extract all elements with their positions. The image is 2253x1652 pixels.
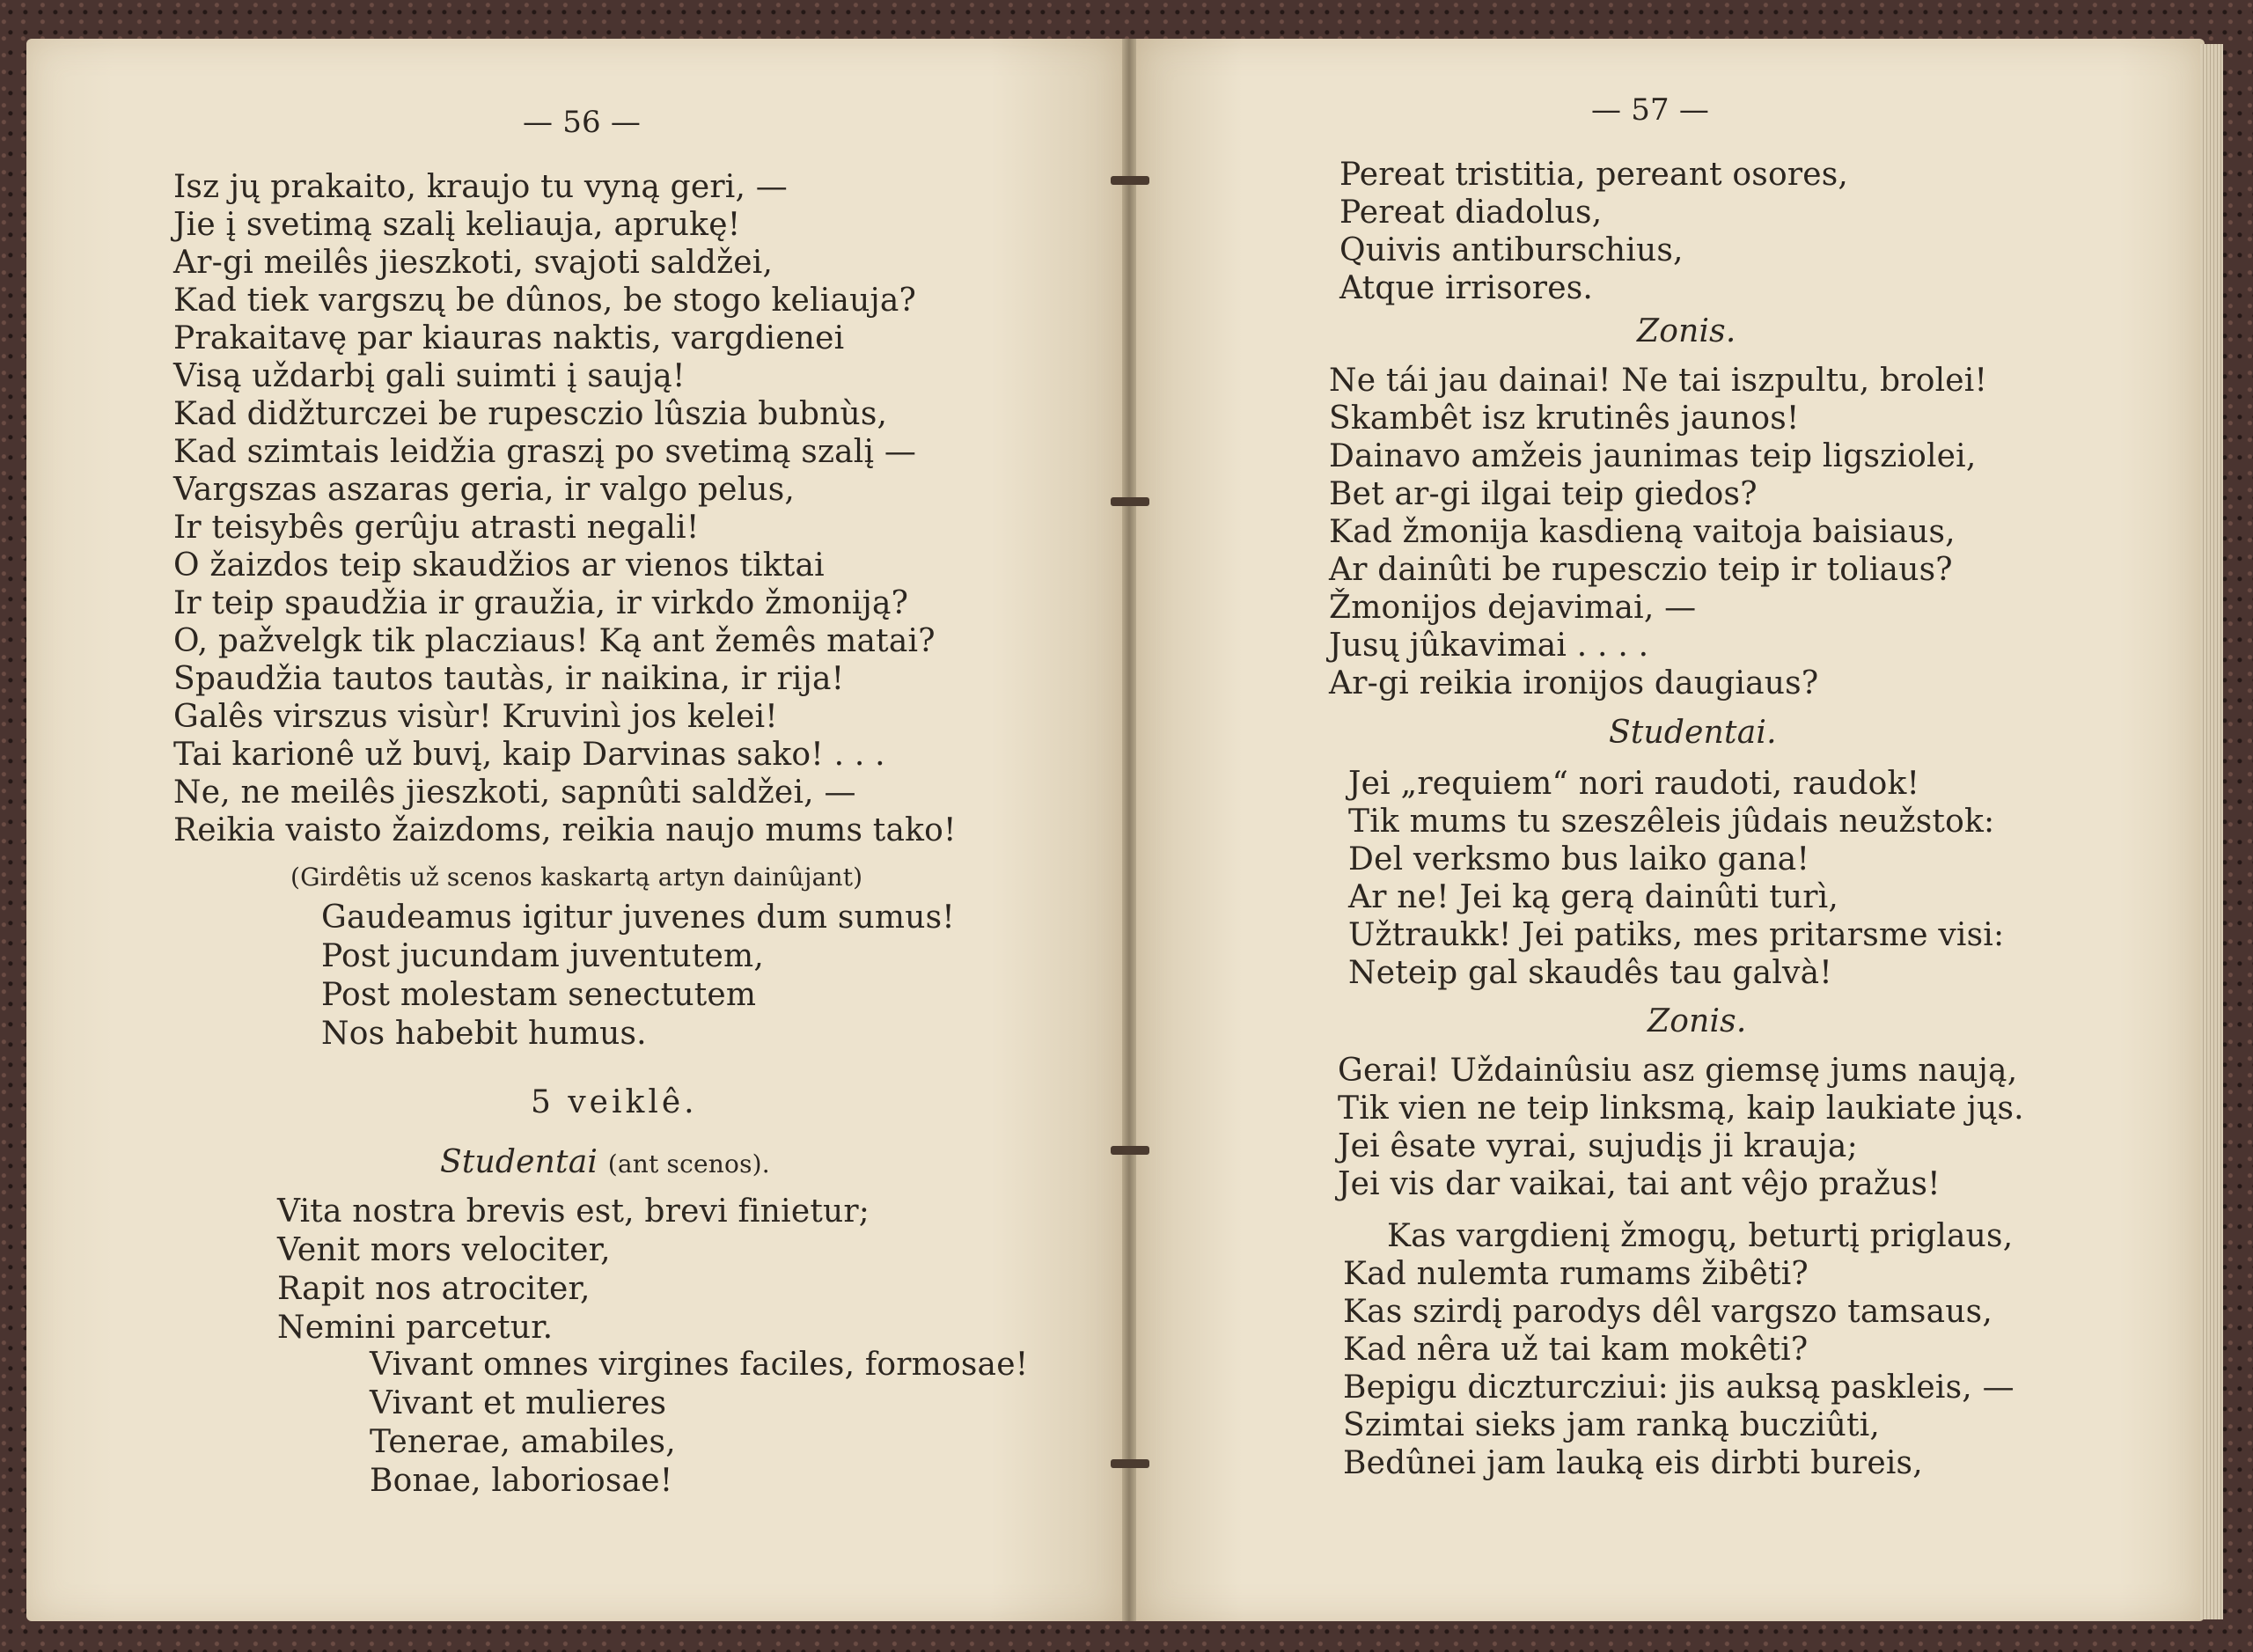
text-line: Kad didžturczei be rupesczio lûszia bubnùs, bbox=[173, 396, 888, 432]
page-edges bbox=[2200, 44, 2223, 1619]
text-line: Jei êsate vyrai, sujudįs ji krauja; bbox=[1338, 1128, 1858, 1164]
text-line: Neteip gal skaudês tau galvà! bbox=[1348, 955, 1832, 991]
binding-stitch bbox=[1111, 176, 1149, 185]
latin-line: Vita nostra brevis est, brevi finietur; bbox=[277, 1193, 870, 1230]
text-line: Kas vargdienį žmogų, beturtį priglaus, bbox=[1387, 1218, 2014, 1254]
speaker-heading bbox=[440, 1144, 770, 1183]
text-line: Tik vien ne teip linksmą, kaip laukiate jųs. bbox=[1338, 1090, 2024, 1127]
speaker-name: Zonis. bbox=[1637, 313, 1736, 349]
text-line: Jusų jûkavimai . . . . bbox=[1329, 628, 1649, 664]
text-line: Ne tái jau dainai! Ne tai iszpultu, brolei! bbox=[1329, 363, 1988, 399]
song-line: Post jucundam juventutem, bbox=[321, 938, 764, 974]
text-line: Kad žmonija kasdieną vaitoja baisiaus, bbox=[1329, 514, 1956, 550]
text-line: Prakaitavę par kiauras naktis, vargdienei bbox=[173, 320, 845, 356]
speaker-name: Studentai bbox=[440, 1144, 598, 1180]
text-line: Ar ne! Jei ką gerą dainûti turì, bbox=[1348, 879, 1838, 915]
latin-line: Pereat diadolus, bbox=[1339, 195, 1603, 231]
text-line: Kas szirdį parodys dêl vargszo tamsaus, bbox=[1343, 1294, 1992, 1330]
text-line: Tai karionê už buvį, kaip Darvinas sako! . . . bbox=[173, 737, 885, 773]
text-line: Ar-gi meilês jieszkoti, svajoti saldžei, bbox=[173, 245, 774, 281]
text-line: Ar-gi reikia ironijos daugiaus? bbox=[1329, 665, 1819, 701]
speaker-name: Studentai. bbox=[1609, 715, 1777, 751]
stage-direction: (Girdêtis už scenos kaskartą artyn dainûjant) bbox=[290, 863, 863, 892]
text-line: Bedûnei jam lauką eis dirbti bureis, bbox=[1343, 1445, 1923, 1481]
speaker-name: Zonis. bbox=[1648, 1003, 1747, 1039]
text-line: Užtraukk! Jei patiks, mes pritarsme visi: bbox=[1348, 917, 2005, 953]
latin-line: Tenerae, amabiles, bbox=[370, 1424, 676, 1460]
text-line: Tik mums tu szeszêleis jûdais neužstok: bbox=[1348, 804, 1995, 840]
latin-line: Vivant omnes virgines faciles, formosae! bbox=[370, 1347, 1029, 1383]
text-line: O, pažvelgk tik placziaus! Ką ant žemês matai? bbox=[173, 623, 936, 659]
text-line: Kad szimtais leidžia graszį po svetimą szalį — bbox=[173, 434, 917, 470]
song-line: Nos habebit humus. bbox=[321, 1016, 647, 1052]
latin-line: Atque irrisores. bbox=[1339, 270, 1594, 306]
text-line: Jie į svetimą szalį keliauja, aprukę! bbox=[173, 207, 741, 243]
text-line: Galês virszus visùr! Kruvinì jos kelei! bbox=[173, 699, 778, 735]
text-line: Skambêt isz krutinês jaunos! bbox=[1329, 400, 1800, 437]
text-line: O žaizdos teip skaudžios ar vienos tiktai bbox=[173, 547, 825, 584]
text-line: Kad nêra už tai kam mokêti? bbox=[1343, 1332, 1809, 1368]
page-number-right: — 57 — bbox=[1591, 92, 1710, 128]
text-line: Kad nulemta rumams žibêti? bbox=[1343, 1256, 1809, 1292]
text-line: Del verksmo bus laiko gana! bbox=[1348, 841, 1810, 877]
text-line: Ir teisybês gerûju atrasti negali! bbox=[173, 510, 700, 546]
text-line: Kad tiek vargszų be dûnos, be stogo keliauja? bbox=[173, 283, 917, 319]
text-line: Spaudžia tautos tautàs, ir naikina, ir rija! bbox=[173, 661, 845, 697]
text-line: Isz jų prakaito, kraujo tu vyną geri, — bbox=[173, 169, 789, 205]
latin-line: Pereat tristitia, pereant osores, bbox=[1339, 157, 1849, 193]
text-line: Jei „requiem“ nori raudoti, raudok! bbox=[1348, 766, 1920, 802]
text-line: Gerai! Uždainûsiu asz giemsę jums naują, bbox=[1338, 1053, 2018, 1089]
text-line: Visą uždarbį gali suimti į saują! bbox=[173, 358, 686, 394]
text-line: Vargszas aszaras geria, ir valgo pelus, bbox=[173, 472, 796, 508]
text-line: Žmonijos dejavimai, — bbox=[1329, 590, 1697, 626]
latin-line: Vivant et mulieres bbox=[370, 1385, 667, 1421]
binding-stitch bbox=[1111, 497, 1149, 506]
song-line: Gaudeamus igitur juvenes dum sumus! bbox=[321, 899, 955, 936]
latin-line: Bonae, laboriosae! bbox=[370, 1463, 673, 1499]
text-line: Bet ar-gi ilgai teip giedos? bbox=[1329, 476, 1758, 512]
text-line: Dainavo amžeis jaunimas teip ligsziolei, bbox=[1329, 438, 1977, 474]
binding-stitch bbox=[1111, 1146, 1149, 1155]
page-number-left: — 56 — bbox=[523, 105, 642, 140]
song-line: Post molestam senectutem bbox=[321, 977, 757, 1013]
text-line: Bepigu diczturcziui: jis auksą paskleis, — bbox=[1343, 1369, 2014, 1406]
text-line: Reikia vaisto žaizdoms, reikia naujo mums tako! bbox=[173, 812, 957, 848]
latin-line: Quivis antiburschius, bbox=[1339, 232, 1684, 268]
latin-line: Venit mors velociter, bbox=[277, 1232, 611, 1268]
text-line: Ne, ne meilês jieszkoti, sapnûti saldžei, — bbox=[173, 775, 856, 811]
speaker-note: (ant scenos). bbox=[607, 1149, 770, 1178]
binding-stitch bbox=[1111, 1459, 1149, 1468]
text-line: Ar dainûti be rupesczio teip ir toliaus? bbox=[1329, 552, 1953, 588]
book-gutter bbox=[1122, 39, 1136, 1621]
text-line: Szimtai sieks jam ranką bucziûti, bbox=[1343, 1407, 1881, 1443]
text-line: Ir teip spaudžia ir graužia, ir virkdo žmoniją? bbox=[173, 585, 909, 621]
latin-line: Rapit nos atrociter, bbox=[277, 1271, 591, 1307]
latin-line: Nemini parcetur. bbox=[277, 1310, 554, 1346]
text-line: Jei vis dar vaikai, tai ant vêjo pražus! bbox=[1338, 1166, 1941, 1202]
section-title: 5 veiklê. bbox=[531, 1084, 698, 1120]
